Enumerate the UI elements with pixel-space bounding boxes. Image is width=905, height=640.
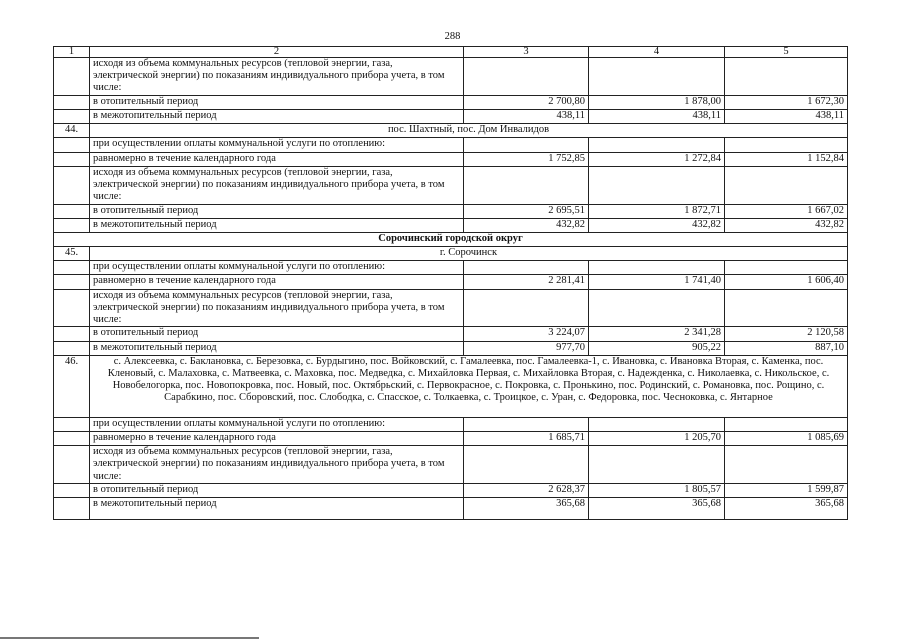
number-cell-empty [54,327,90,341]
row-label: в отопительный период [90,327,464,341]
number-cell-empty [54,275,90,289]
value-col-3: 1 752,85 [464,152,589,166]
row-label: равномерно в течение календарного года [90,275,464,289]
table-row [54,341,848,355]
table-row [54,58,848,96]
value-col-3 [464,58,589,96]
value-col-5: 438,11 [725,109,848,123]
place-name: г. Сорочинск [90,247,848,261]
value-col-3: 365,68 [464,498,589,520]
value-col-5 [725,446,848,484]
table-row [54,152,848,166]
column-header: 5 [725,47,848,58]
row-label: в отопительный период [90,204,464,218]
value-col-3 [464,138,589,152]
table-row [54,275,848,289]
column-header: 3 [464,47,589,58]
value-col-5: 365,68 [725,498,848,520]
value-col-3 [464,166,589,204]
table-row [54,261,848,275]
number-cell-empty [54,109,90,123]
value-col-3: 2 695,51 [464,204,589,218]
value-col-3 [464,446,589,484]
row-label: в межотопительный период [90,341,464,355]
place-list: с. Алексеевка, с. Баклановка, с. Березовка, с. Бурдыгино, пос. Войковский, с. Гамалеевка, пос. Гамалеевка-1, с. Ивановка, с. Ивановка Вторая, с. Каменка, пос. Кленовый, с. Малаховка, с. Матвеевка, с. Маховка, пос. Медведка, с. Михайловка Первая, с. Михайловка Вторая, с. Надежденка, с. Николаевка, с. Никольское, с. Новобелогорка, пос. Новопокровка, пос. Новый, пос. Октябрьский, с. Первокрасное, с. Покровка, с. Пронькино, пос. Родинский, с. Романовка, пос. Рощино, с. Сарабкино, пос. Сборовский, пос. Слободка, с. Спасское, с. Толкаевка, с. Троицкое, с. Уран, с. Федоровка, пос. Чесноковка, с. Янтарное [90,355,848,417]
value-col-4 [589,417,725,431]
row-number: 44. [54,124,90,138]
table-row [54,289,848,327]
value-col-3: 3 224,07 [464,327,589,341]
row-label: равномерно в течение календарного года [90,432,464,446]
table-row [54,204,848,218]
row-description: исходя из объема коммунальных ресурсов (тепловой энергии, газа, электрической энергии) по показаниям индивидуального прибора учета, в том числе: [90,58,464,96]
value-col-5 [725,417,848,431]
table-row [54,446,848,484]
value-col-4: 1 205,70 [589,432,725,446]
row-description: исходя из объема коммунальных ресурсов (тепловой энергии, газа, электрической энергии) по показаниям индивидуального прибора учета, в том числе: [90,289,464,327]
row-label: в межотопительный период [90,109,464,123]
value-col-5: 1 152,84 [725,152,848,166]
number-cell-empty [54,261,90,275]
row-label: в межотопительный период [90,498,464,520]
number-cell-empty [54,58,90,96]
table-row [54,417,848,431]
section-row [54,232,848,246]
row-description: исходя из объема коммунальных ресурсов (тепловой энергии, газа, электрической энергии) по показаниям индивидуального прибора учета, в том числе: [90,166,464,204]
value-col-3 [464,289,589,327]
value-col-5: 2 120,58 [725,327,848,341]
column-header: 4 [589,47,725,58]
value-col-5: 1 606,40 [725,275,848,289]
number-cell-empty [54,341,90,355]
page-number: 288 [444,31,461,42]
number-cell-empty [54,138,90,152]
table-row [54,498,848,520]
value-col-4: 2 341,28 [589,327,725,341]
value-col-4: 1 872,71 [589,204,725,218]
number-cell-empty [54,484,90,498]
value-col-5 [725,58,848,96]
row-number: 45. [54,247,90,261]
table-row [54,327,848,341]
number-cell-empty [54,417,90,431]
value-col-4: 1 272,84 [589,152,725,166]
value-col-4: 1 878,00 [589,95,725,109]
number-cell-empty [54,446,90,484]
value-col-3: 2 628,37 [464,484,589,498]
place-row [54,247,848,261]
page-bottom-rule [0,637,259,639]
value-col-5: 1 667,02 [725,204,848,218]
value-col-4 [589,261,725,275]
value-col-4: 905,22 [589,341,725,355]
value-col-4 [589,446,725,484]
number-cell-empty [54,166,90,204]
value-col-3 [464,417,589,431]
column-header-row [54,47,848,58]
row-label: равномерно в течение календарного года [90,152,464,166]
value-col-5: 1 085,69 [725,432,848,446]
row-label: при осуществлении оплаты коммунальной услуги по отоплению: [90,417,464,431]
number-cell-empty [54,432,90,446]
value-col-3: 977,70 [464,341,589,355]
place-row [54,355,848,417]
table-row [54,484,848,498]
number-cell-empty [54,289,90,327]
value-col-4 [589,58,725,96]
table-row [54,138,848,152]
value-col-4: 432,82 [589,218,725,232]
number-cell-empty [54,95,90,109]
row-label: в отопительный период [90,484,464,498]
value-col-4: 1 805,57 [589,484,725,498]
table-row [54,95,848,109]
value-col-3: 2 700,80 [464,95,589,109]
number-cell-empty [54,152,90,166]
row-label: в межотопительный период [90,218,464,232]
value-col-3: 438,11 [464,109,589,123]
value-col-5: 432,82 [725,218,848,232]
value-col-3 [464,261,589,275]
table-body [54,47,848,520]
value-col-4 [589,289,725,327]
column-header: 2 [90,47,464,58]
value-col-5: 887,10 [725,341,848,355]
table-row [54,432,848,446]
row-label: при осуществлении оплаты коммунальной услуги по отоплению: [90,138,464,152]
value-col-5 [725,166,848,204]
value-col-4 [589,166,725,204]
value-col-3: 1 685,71 [464,432,589,446]
row-label: в отопительный период [90,95,464,109]
section-title: Сорочинский городской округ [54,232,848,246]
row-label: при осуществлении оплаты коммунальной услуги по отоплению: [90,261,464,275]
table-row [54,166,848,204]
value-col-5 [725,138,848,152]
row-description: исходя из объема коммунальных ресурсов (тепловой энергии, газа, электрической энергии) по показаниям индивидуального прибора учета, в том числе: [90,446,464,484]
number-cell-empty [54,218,90,232]
value-col-5 [725,289,848,327]
value-col-4 [589,138,725,152]
value-col-4: 1 741,40 [589,275,725,289]
row-number: 46. [54,355,90,417]
value-col-5: 1 672,30 [725,95,848,109]
place-row [54,124,848,138]
table-row [54,218,848,232]
value-col-4: 438,11 [589,109,725,123]
value-col-3: 432,82 [464,218,589,232]
value-col-4: 365,68 [589,498,725,520]
tariff-table [53,46,848,520]
place-name: пос. Шахтный, пос. Дом Инвалидов [90,124,848,138]
number-cell-empty [54,204,90,218]
value-col-3: 2 281,41 [464,275,589,289]
value-col-5: 1 599,87 [725,484,848,498]
number-cell-empty [54,498,90,520]
column-header: 1 [54,47,90,58]
value-col-5 [725,261,848,275]
table-row [54,109,848,123]
